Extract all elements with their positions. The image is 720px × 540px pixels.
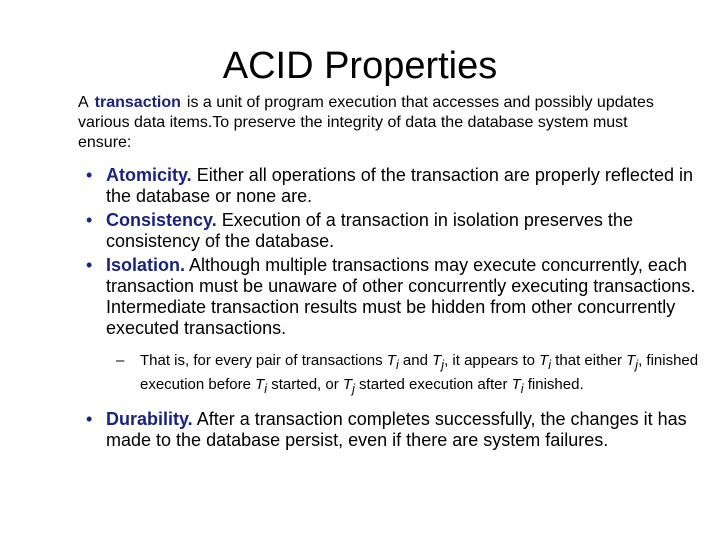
sub-text-6: started, or bbox=[267, 376, 343, 393]
t-letter: T bbox=[342, 376, 353, 393]
t-letter: T bbox=[432, 352, 442, 369]
t-letter: T bbox=[511, 376, 521, 393]
t-letter: T bbox=[255, 376, 265, 393]
t-subscript: i bbox=[520, 382, 524, 396]
acid-bullet-list bbox=[84, 165, 704, 454]
intro-paragraph bbox=[78, 93, 678, 153]
sub-text-4: that either bbox=[551, 352, 627, 369]
transaction-keyword: transaction bbox=[94, 94, 181, 111]
sub-text-2: and bbox=[398, 352, 433, 369]
t-i-symbol bbox=[386, 352, 399, 372]
durability-text: After a transaction completes successfully, the changes it has made to the database persist, even if there are system failures. bbox=[106, 409, 687, 450]
sub-text-1: That is, for every pair of transactions bbox=[140, 352, 387, 369]
bullet-marker: • bbox=[86, 255, 93, 275]
bullet-consistency bbox=[84, 210, 704, 252]
sub-text-8: finished. bbox=[523, 376, 584, 393]
intro-text: is a unit of program execution that accesses and possibly updates various data items.To preserve the integrity of data the database system must ensure: bbox=[78, 94, 654, 151]
sub-text-5: , finished execution before bbox=[140, 352, 699, 393]
intro-prefix: A bbox=[78, 94, 89, 111]
t-subscript: j bbox=[441, 358, 445, 372]
t-subscript: i bbox=[395, 358, 399, 372]
durability-term: Durability. bbox=[106, 409, 193, 429]
consistency-term: Consistency. bbox=[106, 210, 217, 230]
t-subscript: j bbox=[352, 382, 355, 396]
bullet-durability bbox=[84, 409, 704, 451]
sub-bullet-marker: – bbox=[116, 352, 125, 369]
slide-title: ACID Properties bbox=[222, 45, 498, 87]
t-j-symbol bbox=[626, 352, 639, 372]
t-subscript: j bbox=[635, 358, 639, 372]
t-subscript: i bbox=[264, 382, 268, 396]
t-letter: T bbox=[539, 352, 549, 369]
isolation-term: Isolation. bbox=[106, 255, 186, 275]
atomicity-term: Atomicity. bbox=[106, 165, 192, 185]
isolation-sub-list bbox=[116, 351, 704, 399]
t-i-symbol bbox=[255, 376, 268, 396]
t-letter: T bbox=[626, 352, 636, 369]
bullet-isolation bbox=[84, 255, 704, 399]
t-j-symbol bbox=[432, 352, 445, 372]
consistency-text: Execution of a transaction in isolation preserves the consistency of the database. bbox=[106, 210, 633, 251]
sub-text-3: , it appears to bbox=[444, 352, 540, 369]
sub-text-7: started execution after bbox=[354, 376, 512, 393]
t-letter: T bbox=[386, 352, 396, 369]
isolation-sub-item bbox=[116, 351, 704, 399]
t-subscript: i bbox=[548, 358, 552, 372]
bullet-marker: • bbox=[86, 409, 93, 429]
atomicity-text: Either all operations of the transaction are properly reflected in the database or none are. bbox=[106, 165, 693, 206]
bullet-marker: • bbox=[86, 210, 93, 230]
t-j-symbol bbox=[342, 376, 355, 396]
bullet-atomicity bbox=[84, 165, 704, 207]
t-i-symbol bbox=[539, 352, 552, 372]
bullet-marker: • bbox=[86, 165, 93, 185]
isolation-text: Although multiple transactions may execute concurrently, each transaction must be unaware of other concurrently executing transactions. Intermediate transaction results must be hidden from other concurrently executed transactions. bbox=[106, 255, 696, 338]
t-i-symbol bbox=[511, 376, 524, 396]
